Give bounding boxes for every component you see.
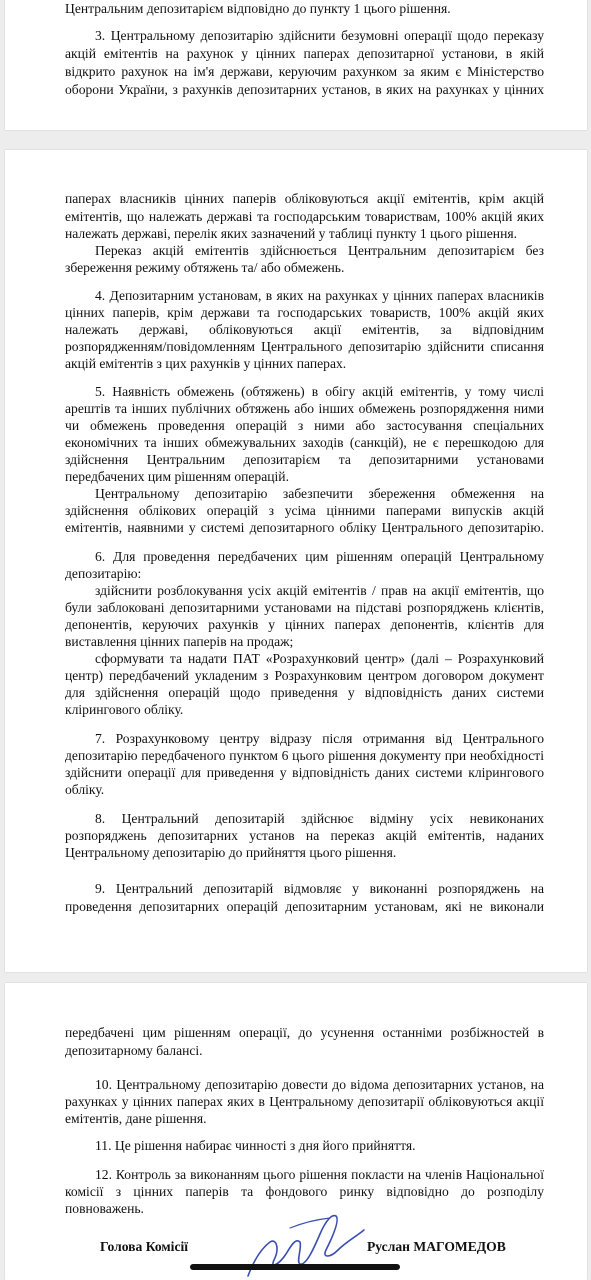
page3-line: повноважень.	[65, 1201, 144, 1216]
page2-line: депонентів, керуючих рахунків у цінних паперах депонентів, клієнтів для	[65, 617, 544, 632]
document-page-3	[5, 983, 587, 1280]
page2-line: 8. Центральний депозитарій здійснює відміну усіх невиконаних	[95, 811, 544, 826]
page2-line: Центральному депозитарію до прийняття цього рішення.	[65, 845, 397, 860]
page3-line: 11. Це рішення набирає чинності з дня його прийняття.	[95, 1138, 416, 1153]
page2-line: були заблоковані депозитарними установами на підставі розпоряджень клієнтів,	[65, 600, 544, 615]
document-page-1	[5, 0, 587, 130]
page2-line: цінних паперів, крім держави та господарських товариств, 100% акцій яких	[65, 305, 544, 320]
page1-line-3: акцій емітентів на рахунок у цінних паперах депозитарної установи, в якій	[65, 46, 544, 61]
page2-line: обліку.	[65, 782, 105, 797]
page2-line: виставлення цінних паперів на продаж;	[65, 634, 294, 649]
page1-line-5: оборони України, з рахунків депозитарних установ, в яких на рахунках у цінних	[65, 82, 544, 97]
page3-line: 12. Контроль за виконанням цього рішення покласти на членів Національної	[95, 1167, 544, 1182]
page2-line: проведення депозитарних операцій депозитарним установам, які не виконали	[65, 899, 544, 914]
signatory-name: Руслан МАГОМЕДОВ	[367, 1239, 506, 1254]
page2-line: емітентів, наявними у системі депозитарного обліку Центрального депозитарію.	[65, 520, 544, 535]
page3-line: 10. Центральному депозитарію довести до відома депозитарних установ, на	[95, 1077, 544, 1092]
page2-line: для здійснення операцій щодо приведення у відповідність даних системи	[65, 685, 544, 700]
home-indicator[interactable]	[190, 1264, 400, 1270]
page1-line-4: відкрито рахунок на ім'я держави, керуючим рахунком за яким є Міністерство	[65, 64, 544, 79]
page2-line: здійснити операції для приведення у відповідність даних системи клірингового	[65, 765, 544, 780]
page2-line: арештів та інших публічних обтяжень або інших обмежень розпорядження ними	[65, 401, 544, 416]
page1-line-2: 3. Центральному депозитарію здійснити безумовні операції щодо переказу	[95, 28, 544, 43]
page2-line: здійснення Центральним депозитарієм та депозитарними установами	[65, 452, 544, 467]
page2-line: депозитарію передбаченого пунктом 6 цього рішення документу при необхідності	[65, 748, 544, 763]
page2-line: емітентів, що належать державі та господарським товариствам, 100% акцій яких	[65, 209, 544, 224]
page2-line: 5. Наявність обмежень (обтяжень) в обігу акцій емітентів, у тому числі	[95, 384, 544, 399]
document-page-2	[5, 150, 587, 972]
page2-line: економічних та інших обмежувальних заходів (санкцій), не є перешкодою для	[65, 435, 544, 450]
page2-line: здійснити розблокування усіх акцій емітентів / прав на акції емітентів, що	[95, 583, 544, 598]
page2-line: Переказ акцій емітентів здійснюється Центральним депозитарієм без	[95, 243, 544, 258]
page2-line: акцій емітентів з цих рахунків у цінних паперах.	[65, 356, 347, 371]
page2-line: сформувати та надати ПАТ «Розрахунковий центр» (далі – Розрахунковий	[95, 651, 544, 666]
page3-line: емітентів, дане рішення.	[65, 1111, 207, 1126]
page2-line: 4. Депозитарним установам, в яких на рахунках у цінних паперах власників	[95, 288, 544, 303]
page2-line: Центральному депозитарію забезпечити збереження обмеження на	[95, 486, 544, 501]
page2-line: центр) передбачений укладеним з Розрахунковим центром договором документ	[65, 668, 544, 683]
page2-line: клірингового обліку.	[65, 702, 184, 717]
page2-line: 7. Розрахунковому центру відразу після отримання від Центрального	[95, 731, 544, 746]
page2-line: збереження режиму обтяжень та/ або обмежень.	[65, 260, 345, 275]
page2-line: передбачених цим рішенням операцій.	[65, 469, 289, 484]
page2-line: належать державі, обліковуються акції емітентів, за відповідним	[65, 322, 544, 337]
page2-line: депозитарію:	[65, 566, 142, 581]
signatory-title: Голова Комісії	[100, 1239, 189, 1254]
page2-line: здійснення облікових операцій з усіма цінними паперами випусків акцій	[65, 503, 544, 518]
page1-line-1: Центральним депозитарієм відповідно до пункту 1 цього рішення.	[65, 1, 451, 16]
page3-line: депозитарному балансі.	[65, 1043, 203, 1058]
page2-line: 9. Центральний депозитарій відмовляє у виконанні розпоряджень на	[95, 881, 544, 896]
page2-line: паперах власників цінних паперів обліковуються акції емітентів, крім акцій	[65, 191, 544, 206]
page3-line: рахунках у цінних паперах яких в Центральному депозитарії обліковуються акції	[65, 1094, 544, 1109]
page2-line: належать державі, перелік яких зазначений у таблиці пункту 1 цього рішення.	[65, 226, 518, 241]
page3-line: комісії з цінних паперів та фондового ринку відповідно до розподілу	[65, 1184, 544, 1199]
page2-line: чи обмежень проведення операцій з ними або застосування спеціальних	[65, 418, 544, 433]
page2-line: розпорядженням/повідомленням Центрального депозитарію здійснити списання	[65, 339, 544, 354]
page2-line: 6. Для проведення передбачених цим рішенням операцій Центральному	[95, 549, 544, 564]
page2-line: розпоряджень депозитарних установ на переказ акцій емітентів, наданих	[65, 828, 544, 843]
page3-line: передбачені цим рішенням операції, до усунення останніми розбіжностей в	[65, 1025, 544, 1040]
